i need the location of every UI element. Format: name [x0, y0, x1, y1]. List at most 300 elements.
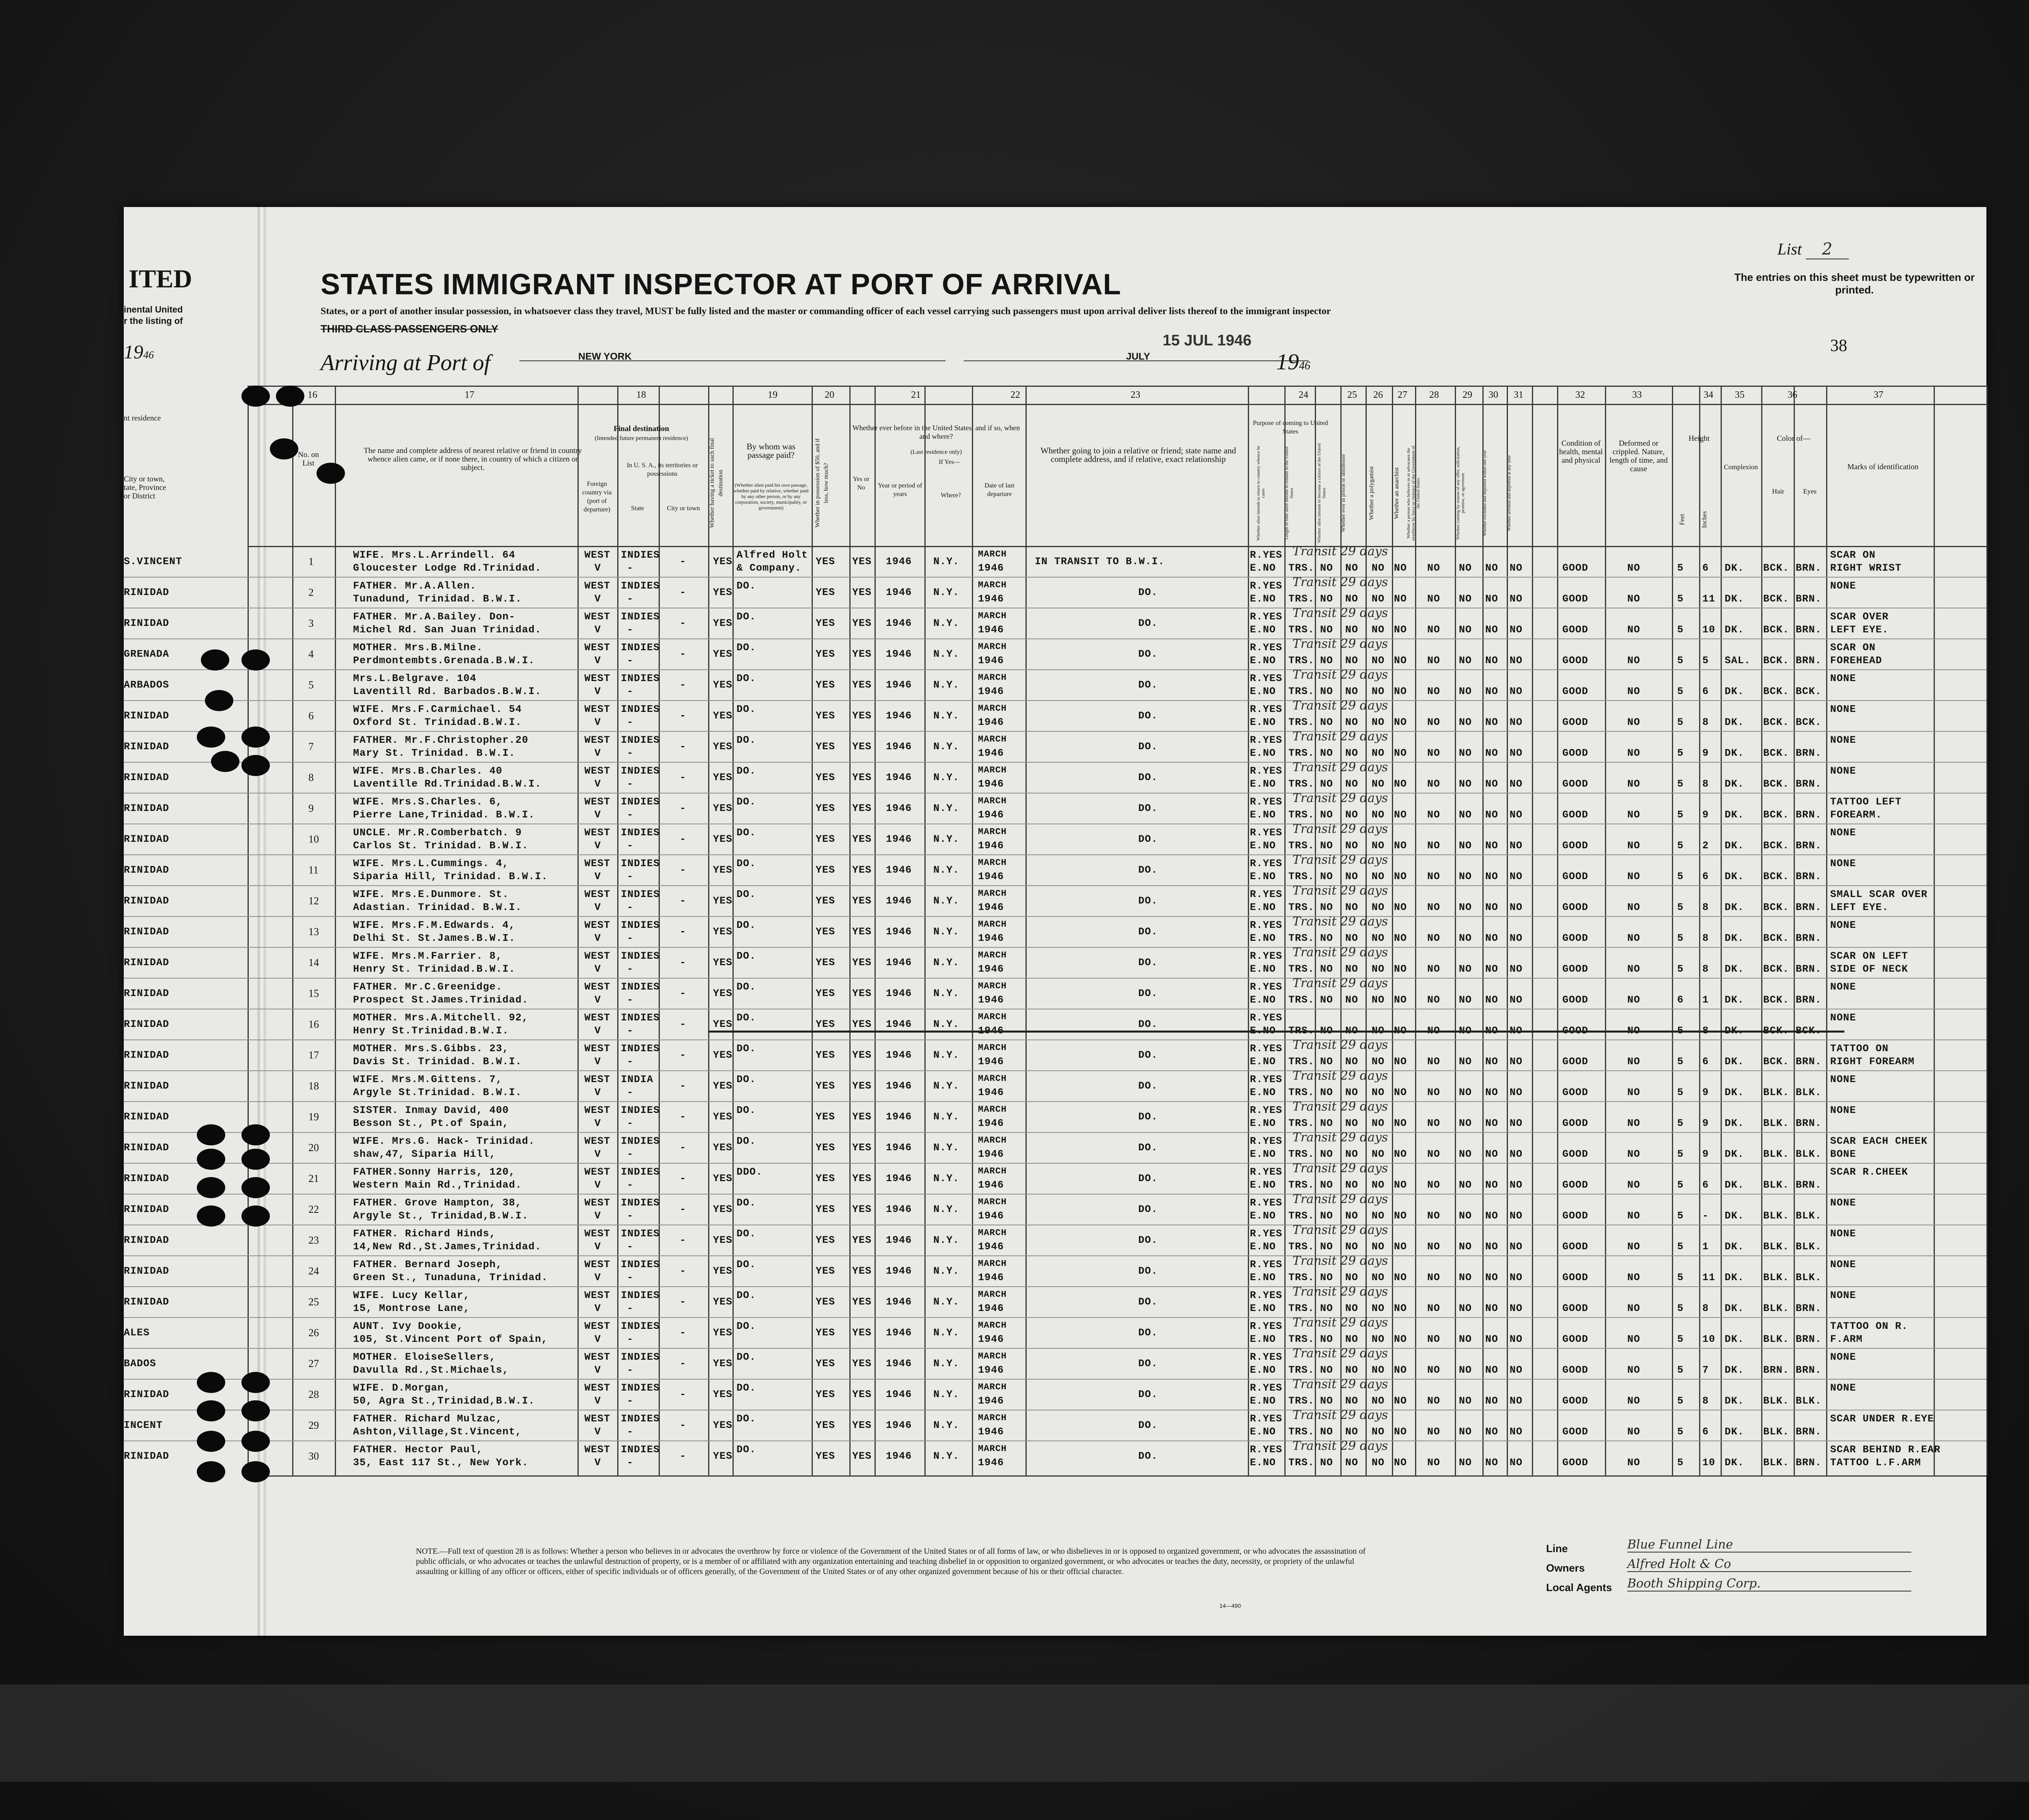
where-cell: N.Y. — [933, 988, 960, 999]
grid-row-rule — [124, 1039, 1986, 1040]
health-cell: GOOD — [1562, 686, 1589, 697]
money-cell: YES — [816, 864, 836, 876]
foreign-country-cell: WEST — [584, 734, 611, 746]
deformed-cell: NO — [1627, 871, 1641, 882]
polygamist-cell: NO — [1372, 655, 1385, 666]
grid-horizontal-rule — [248, 1475, 1986, 1477]
anarchist-cell: NO — [1394, 901, 1407, 913]
grid-vertical-line — [1986, 386, 1988, 1475]
eyes-cell: BLK. — [1796, 1148, 1822, 1160]
grid-vertical-line — [1025, 386, 1027, 1475]
foreign-country-cell: WEST — [584, 1290, 611, 1301]
inches-cell: 6 — [1702, 871, 1709, 882]
header-excluded: Whether excluded and deported within one year — [1482, 450, 1487, 536]
arrested-cell: NO — [1510, 1210, 1523, 1222]
passage-paid-cell: DO. — [737, 1104, 756, 1116]
ticket-cell: YES — [713, 1018, 733, 1030]
handwritten-transit: Transit 29 days — [1292, 1192, 1388, 1206]
health-cell: GOOD — [1562, 562, 1589, 574]
purpose-return-cell: R.YES — [1250, 1413, 1283, 1425]
anarchist-cell: NO — [1394, 1333, 1407, 1345]
prison-cell: NO — [1345, 1087, 1359, 1098]
punch-hole — [241, 1431, 270, 1452]
hair-cell: BLK. — [1763, 1395, 1790, 1407]
list-number-cell: 12 — [308, 895, 319, 907]
where-cell: N.Y. — [933, 1296, 960, 1308]
residence-cell: RINIDAD — [124, 1203, 170, 1215]
prison-cell: NO — [1345, 747, 1359, 759]
purpose-return-cell: R.YES — [1250, 642, 1283, 653]
purpose-return-cell: R.YES — [1250, 1104, 1283, 1116]
marks-line-1: NONE — [1830, 1290, 1857, 1301]
prison-cell: NO — [1345, 1426, 1359, 1438]
purpose-length-cell: TRS. — [1288, 593, 1315, 605]
purpose-e-cell: E.NO — [1250, 1364, 1276, 1376]
anarchist-cell: NO — [1394, 1056, 1407, 1067]
polygamist-cell: NO — [1372, 901, 1385, 913]
departure-year-cell: 1946 — [978, 901, 1004, 913]
ever-before-cell: YES — [852, 1203, 872, 1215]
polygamist-cell: NO — [1372, 1210, 1385, 1222]
health-cell: GOOD — [1562, 1364, 1589, 1376]
grid-vertical-line — [292, 386, 293, 1475]
page-title: STATES IMMIGRANT INSPECTOR AT PORT OF ARRIVAL — [321, 268, 1121, 301]
grid-row-rule — [124, 1317, 1986, 1318]
relative-line-1: FATHER. Grove Hampton, 38, — [353, 1197, 522, 1209]
deformed-cell: NO — [1627, 747, 1641, 759]
complexion-cell: DK. — [1725, 1241, 1745, 1253]
eyes-cell: BLK. — [1796, 1087, 1822, 1098]
join-relative-cell: DO. — [1138, 1296, 1158, 1308]
join-relative-cell: DO. — [1138, 957, 1158, 968]
ticket-cell: YES — [713, 1419, 733, 1431]
city-dash: - — [680, 1203, 687, 1215]
where-cell: N.Y. — [933, 864, 960, 876]
city-dash: - — [680, 1358, 687, 1369]
arrested-cell: NO — [1510, 871, 1523, 882]
state-cell: INDIES — [621, 1259, 660, 1270]
inches-cell: 2 — [1702, 840, 1709, 852]
complexion-cell: DK. — [1725, 624, 1745, 636]
health-cell: GOOD — [1562, 1272, 1589, 1283]
departure-year-cell: 1946 — [978, 593, 1004, 605]
anarchist-cell: NO — [1394, 1148, 1407, 1160]
handwritten-transit: Transit 29 days — [1292, 1408, 1388, 1422]
relative-line-2: Henry St.Trinidad.B.W.I. — [353, 1025, 509, 1037]
year-cell: 1946 — [886, 802, 912, 814]
health-cell: GOOD — [1562, 1426, 1589, 1438]
arrested-cell: NO — [1510, 1333, 1523, 1345]
join-relative-cell: DO. — [1138, 926, 1158, 938]
feet-cell: 5 — [1677, 1364, 1684, 1376]
departure-month-cell: MARCH — [978, 827, 1007, 837]
inches-cell: 1 — [1702, 1241, 1709, 1253]
offer-cell: NO — [1459, 1087, 1472, 1098]
feet-cell: 5 — [1677, 562, 1684, 574]
purpose-e-cell: E.NO — [1250, 747, 1276, 759]
state-cell: INDIES — [621, 1228, 660, 1240]
residence-cell: RINIDAD — [124, 1234, 170, 1246]
purpose-return-cell: R.YES — [1250, 1074, 1283, 1085]
where-cell: N.Y. — [933, 1358, 960, 1369]
column-number: 31 — [1514, 390, 1523, 400]
anarchist-cell: NO — [1394, 809, 1407, 821]
join-relative-cell: DO. — [1138, 1173, 1158, 1184]
city-dash: - — [680, 1234, 687, 1246]
deformed-cell: NO — [1627, 1148, 1641, 1160]
state-cell: INDIES — [621, 1413, 660, 1425]
anarchist-cell: NO — [1394, 1457, 1407, 1469]
purpose-length-cell: TRS. — [1288, 809, 1315, 821]
departure-year-cell: 1946 — [978, 1395, 1004, 1407]
purpose-length-cell: TRS. — [1288, 686, 1315, 697]
list-number-cell: 8 — [308, 772, 314, 783]
manifest-sheet — [124, 207, 1986, 1636]
eyes-cell: BRN. — [1796, 871, 1822, 882]
eyes-cell: BRN. — [1796, 1056, 1822, 1067]
via-cell: V — [594, 1241, 601, 1253]
punch-hole — [270, 438, 298, 459]
prison-cell: NO — [1345, 1241, 1359, 1253]
eyes-cell: BRN. — [1796, 593, 1822, 605]
excluded-cell: NO — [1485, 747, 1499, 759]
residence-cell: RINIDAD — [124, 957, 170, 968]
anarchist-cell: NO — [1394, 1087, 1407, 1098]
grid-row-rule — [124, 916, 1986, 917]
foreign-country-cell: WEST — [584, 888, 611, 900]
foreign-country-cell: WEST — [584, 1074, 611, 1085]
purpose-return-cell: R.YES — [1250, 549, 1283, 561]
departure-year-cell: 1946 — [978, 1210, 1004, 1222]
header-foreign-country: Foreign country via (port of departure) — [582, 481, 612, 513]
polygamist-cell: NO — [1372, 994, 1385, 1006]
state-dash: - — [627, 901, 634, 913]
complexion-cell: DK. — [1725, 686, 1745, 697]
relative-line-1: MOTHER. EloiseSellers, — [353, 1351, 496, 1363]
foreign-country-cell: WEST — [584, 919, 611, 931]
state-dash: - — [627, 840, 634, 852]
relative-line-2: shaw,47, Siparia Hill, — [353, 1148, 496, 1160]
marks-line-1: SCAR ON — [1830, 642, 1876, 653]
purpose-return-cell: R.YES — [1250, 858, 1283, 869]
where-cell: N.Y. — [933, 1142, 960, 1154]
money-cell: YES — [816, 648, 836, 660]
purpose-return-cell: R.YES — [1250, 673, 1283, 684]
prison-cell: NO — [1345, 1179, 1359, 1191]
foreign-country-cell: WEST — [584, 827, 611, 839]
residence-cell: RINIDAD — [124, 710, 170, 722]
purpose-length-cell: TRS. — [1288, 1272, 1315, 1283]
handwritten-transit: Transit 29 days — [1292, 1315, 1388, 1330]
passage-paid-cell: DO. — [737, 1320, 756, 1332]
prison-cell: NO — [1345, 1333, 1359, 1345]
deformed-cell: NO — [1627, 1117, 1641, 1129]
hair-cell: BLK. — [1763, 1272, 1790, 1283]
ever-before-cell: YES — [852, 741, 872, 753]
money-cell: YES — [816, 988, 836, 999]
grid-vertical-line — [1507, 386, 1508, 1475]
arrested-cell: NO — [1510, 1241, 1523, 1253]
year-cell: 1946 — [886, 1296, 912, 1308]
city-dash: - — [680, 1111, 687, 1123]
punch-hole — [241, 1124, 270, 1145]
header-complexion: Complexion — [1723, 463, 1758, 471]
year-cell: 1946 — [886, 957, 912, 968]
purpose-citizen-cell: NO — [1320, 1087, 1333, 1098]
purpose-e-cell: E.NO — [1250, 1241, 1276, 1253]
year-cell: 1946 — [886, 1049, 912, 1061]
residence-cell: RINIDAD — [124, 1049, 170, 1061]
residence-cell: RINIDAD — [124, 1296, 170, 1308]
deformed-cell: NO — [1627, 809, 1641, 821]
foreign-country-cell: WEST — [584, 1444, 611, 1456]
complexion-cell: DK. — [1725, 1457, 1745, 1469]
passage-paid-cell: DO. — [737, 1413, 756, 1425]
feet-cell: 5 — [1677, 932, 1684, 944]
join-relative-cell: DO. — [1138, 1142, 1158, 1154]
complexion-cell: DK. — [1725, 1056, 1745, 1067]
departure-month-cell: MARCH — [978, 888, 1007, 899]
punch-hole — [241, 1400, 270, 1421]
residence-cell: RINIDAD — [124, 587, 170, 598]
state-dash: - — [627, 1333, 634, 1345]
ticket-cell: YES — [713, 1296, 733, 1308]
polygamist-cell: NO — [1372, 1457, 1385, 1469]
passage-paid-cell: DO. — [737, 919, 756, 931]
foreign-country-cell: WEST — [584, 1382, 611, 1394]
purpose-citizen-cell: NO — [1320, 1056, 1333, 1067]
relative-line-1: WIFE. Lucy Kellar, — [353, 1290, 470, 1301]
deformed-cell: NO — [1627, 963, 1641, 975]
state-dash: - — [627, 1395, 634, 1407]
relative-line-1: FATHER. Mr.C.Greenidge. — [353, 981, 503, 993]
offer-cell: NO — [1459, 747, 1472, 759]
relative-line-1: FATHER. Bernard Joseph, — [353, 1259, 503, 1270]
money-cell: YES — [816, 741, 836, 753]
arrested-cell: NO — [1510, 747, 1523, 759]
offer-cell: NO — [1459, 655, 1472, 666]
passage-paid-cell: DO. — [737, 1351, 756, 1363]
ever-before-cell: YES — [852, 1080, 872, 1092]
overthrow-cell: NO — [1427, 1179, 1441, 1191]
health-cell: GOOD — [1562, 994, 1589, 1006]
via-cell: V — [594, 593, 601, 605]
year-cell: 1946 — [886, 741, 912, 753]
purpose-citizen-cell: NO — [1320, 1364, 1333, 1376]
passage-paid-cell: DO. — [737, 950, 756, 962]
offer-cell: NO — [1459, 1333, 1472, 1345]
handwritten-transit: Transit 29 days — [1292, 1130, 1388, 1145]
header-purpose: Purpose of coming to United States — [1253, 420, 1328, 435]
prison-cell: NO — [1345, 1210, 1359, 1222]
grid-vertical-line — [1415, 386, 1416, 1475]
departure-month-cell: MARCH — [978, 734, 1007, 744]
complexion-cell: DK. — [1725, 593, 1745, 605]
state-cell: INDIES — [621, 1382, 660, 1394]
passage-paid-cell: DO. — [737, 827, 756, 839]
handwritten-transit: Transit 29 days — [1292, 760, 1388, 774]
purpose-length-cell: TRS. — [1288, 1395, 1315, 1407]
list-number-cell: 20 — [308, 1142, 319, 1154]
grid-row-rule — [124, 1194, 1986, 1195]
inches-cell: 9 — [1702, 1148, 1709, 1160]
offer-cell: NO — [1459, 901, 1472, 913]
where-cell: N.Y. — [933, 1173, 960, 1184]
purpose-return-cell: R.YES — [1250, 611, 1283, 623]
offer-cell: NO — [1459, 1395, 1472, 1407]
passage-paid-cell: DO. — [737, 1197, 756, 1209]
state-dash: - — [627, 716, 634, 728]
header-year-period: Year or period of years — [878, 482, 922, 498]
relative-line-1: FATHER. Mr.A.Bailey. Don- — [353, 611, 516, 623]
where-cell: N.Y. — [933, 1234, 960, 1246]
deformed-cell: NO — [1627, 1302, 1641, 1314]
year-cell: 1946 — [886, 926, 912, 938]
grid-vertical-line — [1934, 386, 1935, 1475]
overthrow-cell: NO — [1427, 840, 1441, 852]
purpose-length-cell: TRS. — [1288, 1210, 1315, 1222]
arrested-cell: NO — [1510, 593, 1523, 605]
purpose-e-cell: E.NO — [1250, 932, 1276, 944]
punch-hole — [241, 727, 270, 748]
feet-cell: 5 — [1677, 747, 1684, 759]
inches-cell: 8 — [1702, 778, 1709, 790]
overthrow-cell: NO — [1427, 994, 1441, 1006]
relative-line-1: MOTHER. Mrs.A.Mitchell. 92, — [353, 1012, 529, 1024]
state-dash: - — [627, 1148, 634, 1160]
via-cell: V — [594, 1025, 601, 1037]
offer-cell: NO — [1459, 1241, 1472, 1253]
eyes-cell: BRN. — [1796, 840, 1822, 852]
overthrow-cell: NO — [1427, 716, 1441, 728]
grid-row-rule — [124, 1379, 1986, 1380]
hair-cell: BCK. — [1763, 1056, 1790, 1067]
deformed-cell: NO — [1627, 1333, 1641, 1345]
excluded-cell: NO — [1485, 994, 1499, 1006]
where-cell: N.Y. — [933, 1018, 960, 1030]
header-marks: Marks of identification — [1847, 463, 1919, 471]
offer-cell: NO — [1459, 963, 1472, 975]
eyes-cell: BRN. — [1796, 1333, 1822, 1345]
city-dash: - — [680, 617, 687, 629]
marks-line-1: NONE — [1830, 1228, 1857, 1240]
departure-month-cell: MARCH — [978, 1104, 1007, 1115]
foreign-country-cell: WEST — [584, 1351, 611, 1363]
offer-cell: NO — [1459, 1272, 1472, 1283]
relative-line-1: Mrs.L.Belgrave. 104 — [353, 673, 477, 684]
ever-before-cell: YES — [852, 1296, 872, 1308]
offer-cell: NO — [1459, 593, 1472, 605]
handwritten-transit: Transit 29 days — [1292, 884, 1388, 898]
state-cell: INDIES — [621, 981, 660, 993]
overthrow-cell: NO — [1427, 1241, 1441, 1253]
join-relative-cell: DO. — [1138, 833, 1158, 845]
prison-cell: NO — [1345, 562, 1359, 574]
purpose-return-cell: R.YES — [1250, 580, 1283, 592]
inches-cell: 7 — [1702, 1364, 1709, 1376]
departure-month-cell: MARCH — [978, 950, 1007, 960]
relative-line-1: FATHER. Richard Hinds, — [353, 1228, 496, 1240]
deformed-cell: NO — [1627, 1426, 1641, 1438]
grid-row-rule — [124, 1348, 1986, 1349]
header-deformed: Deformed or crippled. Nature, length of time, and cause — [1609, 439, 1668, 473]
year-cell: 1946 — [886, 833, 912, 845]
arrested-cell: NO — [1510, 932, 1523, 944]
relative-line-1: FATHER. Mr.F.Christopher.20 — [353, 734, 529, 746]
grid-row-rule — [124, 1070, 1986, 1071]
prison-cell: NO — [1345, 624, 1359, 636]
money-cell: YES — [816, 802, 836, 814]
left-subtitle-1: inental United — [124, 304, 183, 315]
ever-before-cell: YES — [852, 1173, 872, 1184]
marks-line-2: F.ARM — [1830, 1333, 1863, 1345]
purpose-citizen-cell: NO — [1320, 562, 1333, 574]
header-hair: Hair — [1772, 487, 1785, 495]
anarchist-cell: NO — [1394, 1272, 1407, 1283]
via-cell: V — [594, 932, 601, 944]
polygamist-cell: NO — [1372, 1272, 1385, 1283]
grid-vertical-line — [1761, 386, 1762, 1475]
purpose-length-cell: TRS. — [1288, 871, 1315, 882]
where-cell: N.Y. — [933, 1450, 960, 1462]
complexion-cell: DK. — [1725, 1272, 1745, 1283]
overthrow-cell: NO — [1427, 809, 1441, 821]
arrested-cell: NO — [1510, 1457, 1523, 1469]
ticket-cell: YES — [713, 587, 733, 598]
excluded-cell: NO — [1485, 1457, 1499, 1469]
via-cell: V — [594, 1179, 601, 1191]
eyes-cell: BRN. — [1796, 624, 1822, 636]
year-cell: 1946 — [886, 988, 912, 999]
money-cell: YES — [816, 556, 836, 567]
departure-month-cell: MARCH — [978, 1320, 1007, 1330]
money-cell: YES — [816, 679, 836, 691]
excluded-cell: NO — [1485, 655, 1499, 666]
ticket-cell: YES — [713, 864, 733, 876]
deformed-cell: NO — [1627, 562, 1641, 574]
via-cell: V — [594, 901, 601, 913]
polygamist-cell: NO — [1372, 963, 1385, 975]
money-cell: YES — [816, 895, 836, 907]
handwritten-transit: Transit 29 days — [1292, 606, 1388, 620]
join-relative-cell: IN TRANSIT TO B.W.I. — [1035, 556, 1165, 567]
grid-vertical-line — [1557, 386, 1558, 1475]
offer-cell: NO — [1459, 1457, 1472, 1469]
relative-line-2: Siparia Hill, Trinidad. B.W.I. — [353, 871, 548, 882]
marks-line-2: LEFT EYE. — [1830, 901, 1889, 913]
grid-vertical-line — [924, 386, 926, 1475]
money-cell: YES — [816, 1142, 836, 1154]
departure-year-cell: 1946 — [978, 1117, 1004, 1129]
arrested-cell: NO — [1510, 809, 1523, 821]
overthrow-cell: NO — [1427, 593, 1441, 605]
purpose-citizen-cell: NO — [1320, 1457, 1333, 1469]
where-cell: N.Y. — [933, 1111, 960, 1123]
list-label: List 2 — [1777, 239, 1849, 259]
via-cell: V — [594, 994, 601, 1006]
foreign-country-cell: WEST — [584, 765, 611, 777]
feet-cell: 5 — [1677, 1210, 1684, 1222]
grid-vertical-line — [874, 386, 876, 1475]
purpose-citizen-cell: NO — [1320, 994, 1333, 1006]
purpose-citizen-cell: NO — [1320, 1302, 1333, 1314]
inches-cell: 1 — [1702, 994, 1709, 1006]
money-cell: YES — [816, 1203, 836, 1215]
health-cell: GOOD — [1562, 593, 1589, 605]
hair-cell: BLK. — [1763, 1426, 1790, 1438]
departure-year-cell: 1946 — [978, 778, 1004, 790]
relative-line-2: Laventill Rd. Barbados.B.W.I. — [353, 686, 542, 697]
